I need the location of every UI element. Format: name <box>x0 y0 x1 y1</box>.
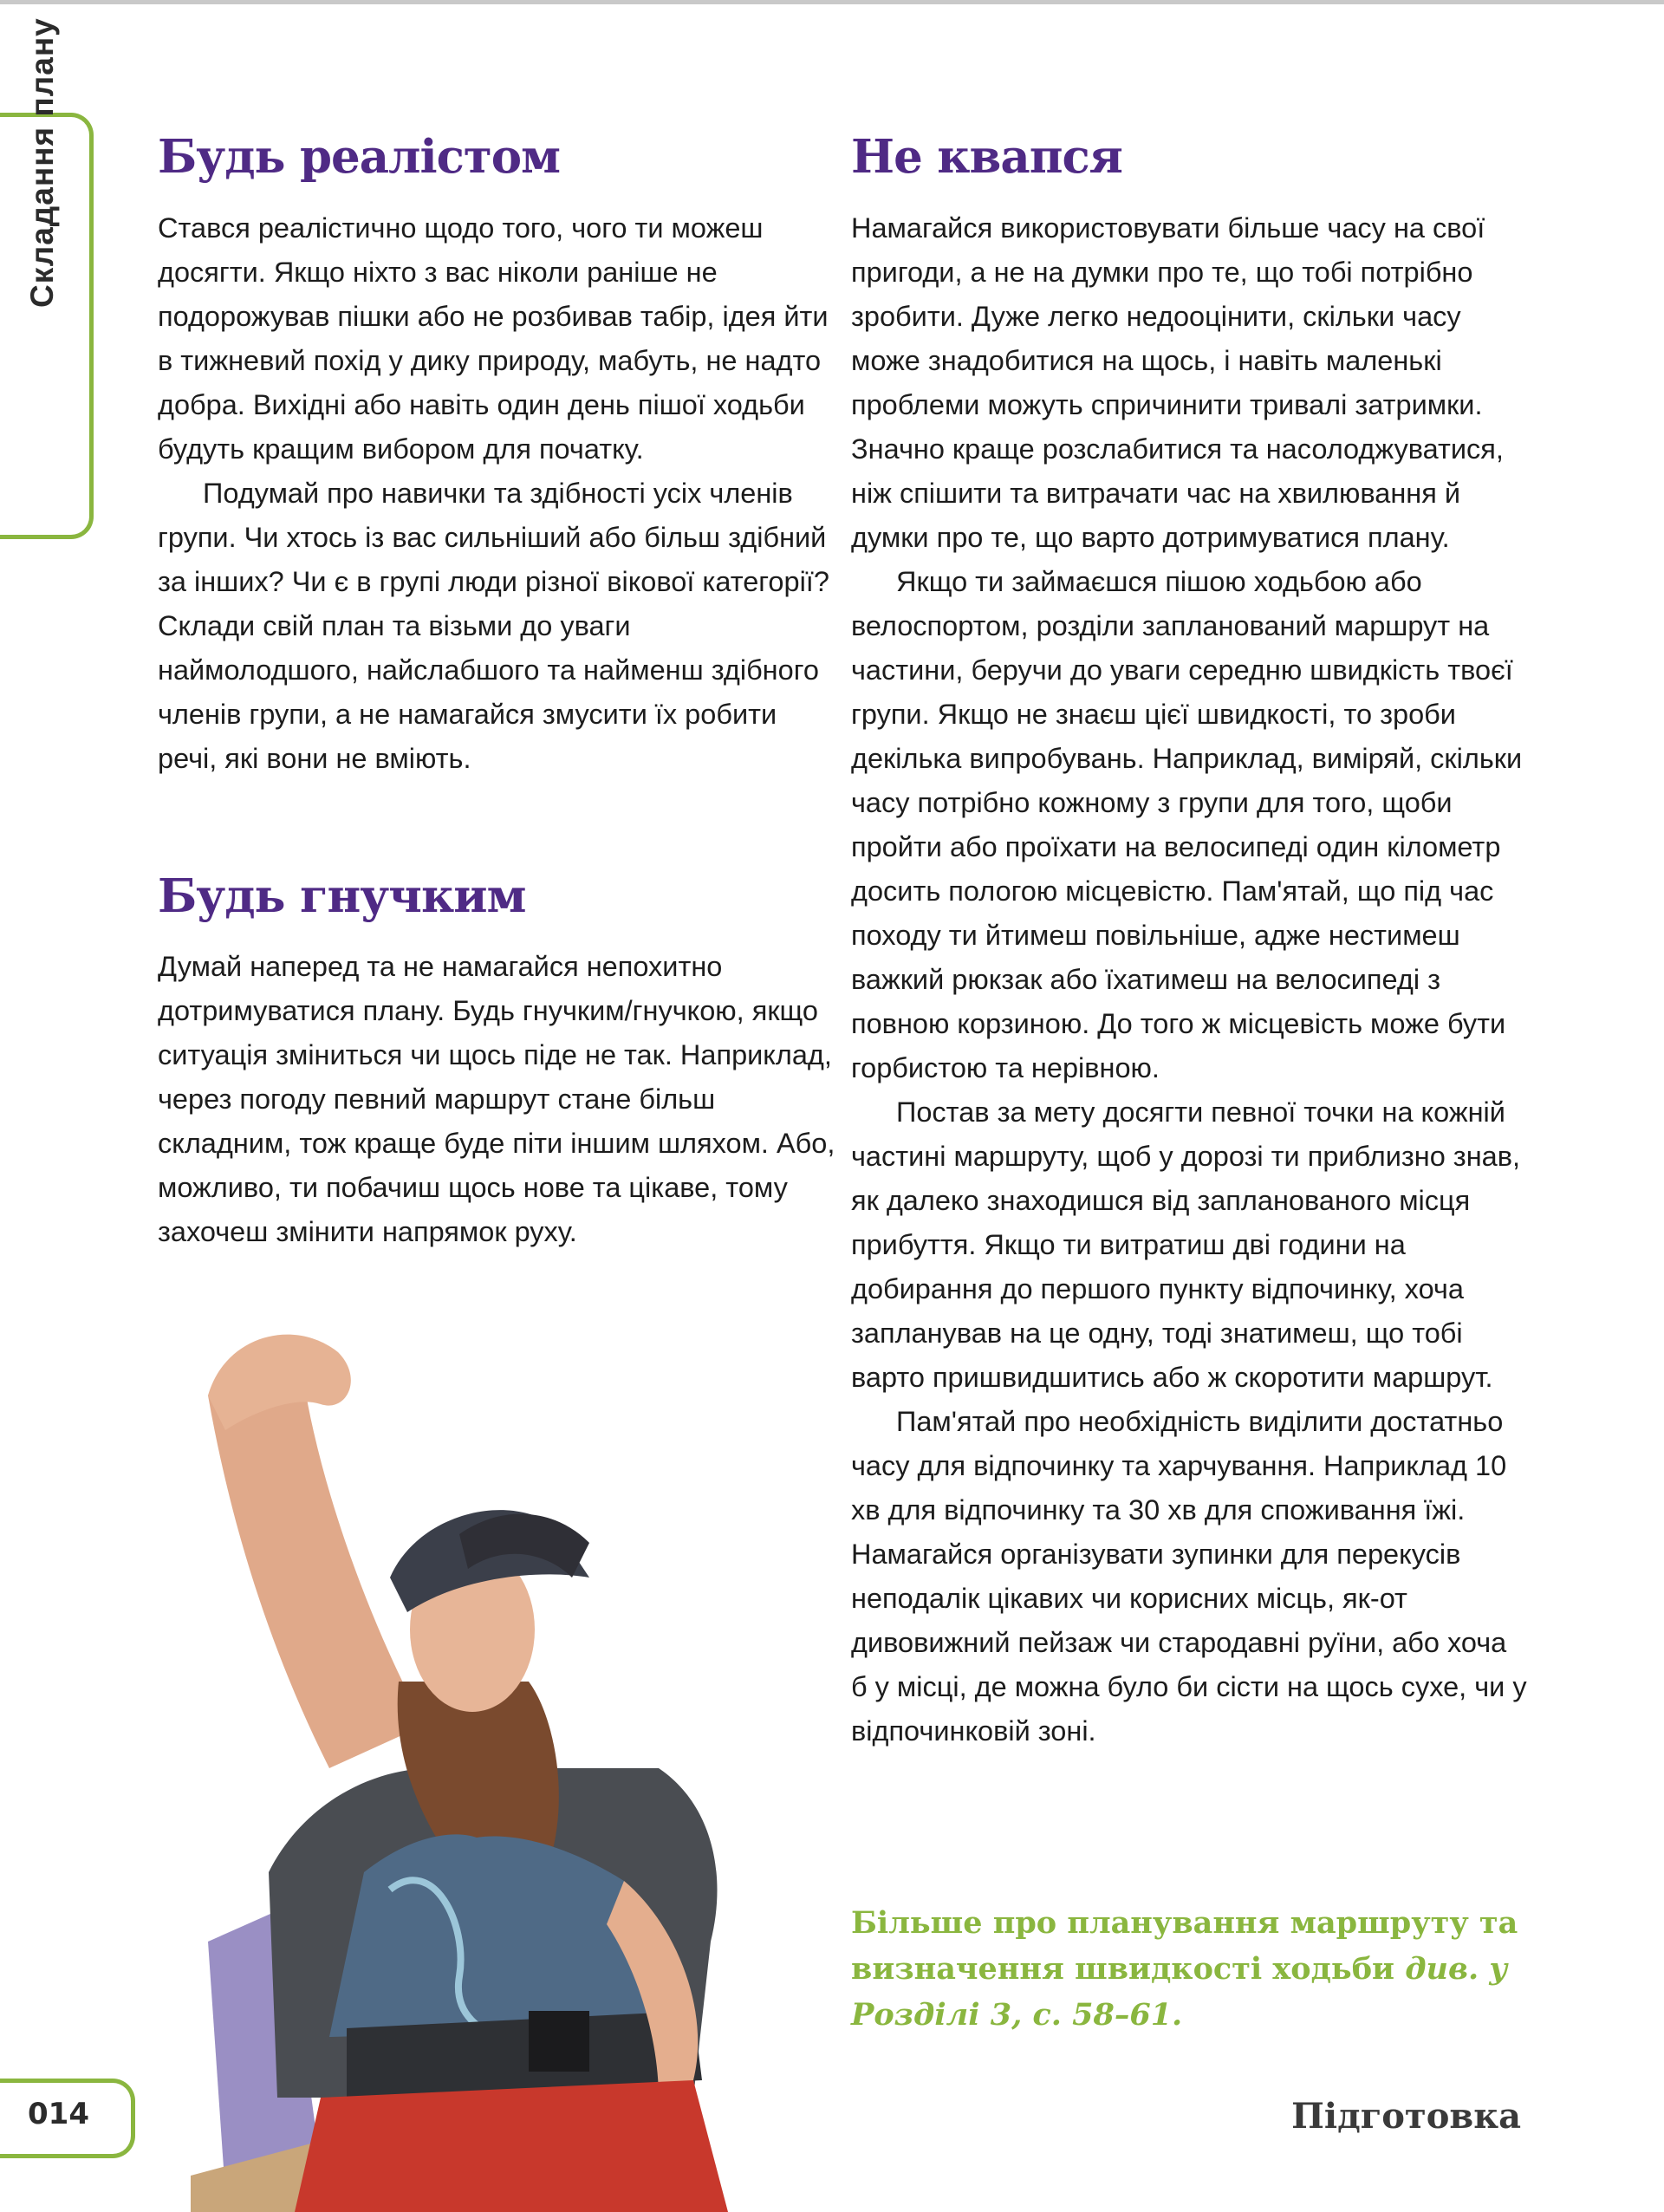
page-number: 014 <box>28 2097 89 2131</box>
paragraph: Подумай про навички та здібності усіх членів групи. Чи хтось із вас сильніший або більш здібний за інших? Чи є в групі люди різної вікової категорії? Склади свій план та візьми до уваги наймолодшого, найслабшого та найменш здібного членів групи, а не намагайся змусити їх робити речі, які вони не вміють. <box>158 478 829 774</box>
paragraph: Стався реалістично щодо того, чого ти можеш досягти. Якщо ніхто з вас ніколи раніше не подорожував пішки або не розбивав табір, ідея йти в тижневий похід у дику природу, мабуть, не надто добра. Вихідні або навіть один день пішої ходьби будуть кращим вибором для початку. <box>158 212 829 465</box>
footer-section-name: Підготовка <box>1291 2096 1521 2137</box>
heading-be-realistic: Будь реалістом <box>158 130 561 184</box>
paragraph: Пам'ятай про необхідність виділити достатньо часу для відпочинку та харчування. Наприклад 10 хв для відпочинку та 30 хв для споживання їжі. Намагайся організувати зупинки для перекусів неподалік цікавих чи корисних місць, як-от дивовижний пейзаж чи стародавні руїни, або хоча б у місці, де можна було би сісти на щось сухе, чи у відпочинковій зоні. <box>851 1406 1527 1747</box>
section-be-realistic-body <box>158 206 838 781</box>
cross-reference <box>851 1900 1527 2038</box>
page-number-tab <box>0 2079 135 2158</box>
section-dont-rush-body <box>851 206 1527 1753</box>
paragraph: Постав за мету досягти певної точки на кожній частині маршруту, щоб у дорозі ти приблизно знав, як далеко знаходишся від запланованого місця прибуття. Якщо ти витратиш дві години на добирання до першого пункту відпочинку, хоча запланував на це одну, тоді знатимеш, що тобі варто пришвидшитись або ж скоротити маршрут. <box>851 1096 1521 1393</box>
cross-reference-text: Більше про планування маршруту та визначення швидкості ходьби <box>851 1905 1518 1987</box>
paragraph: Намагайся використовувати більше часу на свої пригоди, а не на думки про те, що тобі потрібно зробити. Дуже легко недооцінити, скільки часу може знадобитися на щось, і навіть маленькі проблеми можуть спричинити тривалі затримки. Значно краще розслабитися та насолоджуватися, ніж спішити та витрачати час на хвилювання й думки про те, що варто дотримуватися плану. <box>851 212 1504 553</box>
hiker-photo <box>173 1317 780 2212</box>
heading-dont-rush: Не квапся <box>851 130 1122 184</box>
heading-be-flexible: Будь гнучким <box>158 869 526 923</box>
top-rule <box>0 0 1664 4</box>
trousers <box>295 2080 728 2212</box>
section-tab-label: Складання плану <box>24 17 60 308</box>
section-be-flexible-body <box>158 945 838 1254</box>
paragraph: Думай наперед та не намагайся непохитно дотримуватися плану. Будь гнучким/гнучкою, якщо ситуація зміниться чи щось піде не так. Наприклад, через погоду певний маршрут стане більш складним, тож краще буде піти іншим шляхом. Або, можливо, ти побачиш щось нове та цікаве, тому захочеш змінити напрямок руху. <box>158 951 835 1247</box>
cross-reference-link[interactable]: див. у Розділі 3, с. 58–61. <box>851 1951 1508 2033</box>
paragraph: Якщо ти займаєшся пішою ходьбою або велоспортом, розділи запланований маршрут на частини, беручи до уваги середню швидкість твоєї групи. Якщо не знаєш цієї швидкості, то зроби декілька випробувань. Наприклад, виміряй, скільки часу потрібно кожному з групи для того, щоби пройти або проїхати на велосипеді один кілометр досить пологою місцевістю. Пам'ятай, що під час походу ти йтимеш повільніше, адже нестимеш важкий рюкзак або їхатимеш на велосипеді з повною корзиною. До того ж місцевість може бути горбистою та нерівною. <box>851 566 1523 1083</box>
